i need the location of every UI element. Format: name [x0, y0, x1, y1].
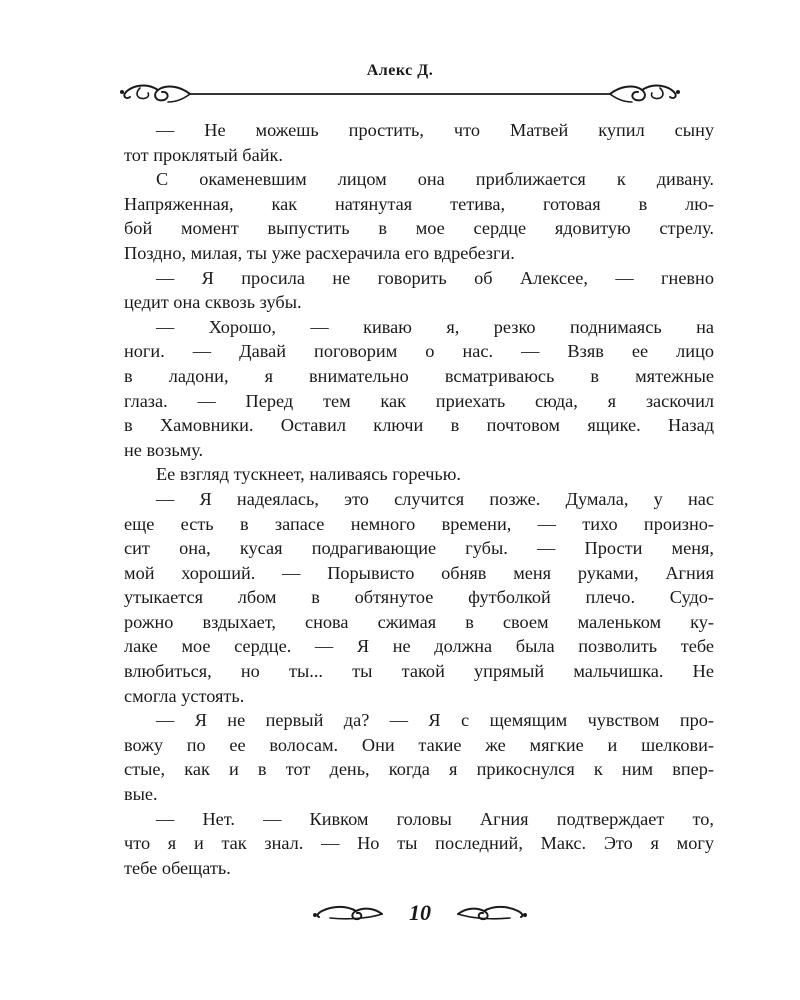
text-line: не возьму.	[124, 439, 204, 460]
text-line: вые.	[124, 784, 158, 805]
text-line: смогла устоять.	[124, 685, 245, 706]
text-line: мой хороший. — Порывисто обняв меня руками, Агния	[124, 562, 714, 583]
text-line: — Я не первый да? — Я с щемящим чувством про-	[156, 710, 714, 731]
text-line: еще есть в запасе немного времени, — тихо произно-	[124, 513, 714, 534]
text-line: — Хорошо, — киваю я, резко поднимаясь на	[156, 316, 714, 337]
header-ornament-icon	[120, 78, 680, 108]
text-line: глаза. — Перед тем как приехать сюда, я заскочил	[124, 390, 714, 411]
text-line: стые, как и в тот день, когда я прикоснулся к ним впер-	[124, 759, 714, 780]
text-line: лаке мое сердце. — Я не должна была позволить тебе	[124, 636, 714, 657]
text-line: Ее взгляд тускнеет, наливаясь горечью.	[156, 464, 461, 485]
text-line: Поздно, милая, ты уже расхерачила его вдребезги.	[124, 242, 515, 263]
text-line: в ладони, я внимательно всматриваюсь в мятежные	[124, 365, 714, 386]
text-line: вожу по ее волосам. Они такие же мягкие и шелкови-	[124, 734, 714, 755]
text-line: — Не можешь простить, что Матвей купил сыну	[156, 120, 714, 140]
folio	[310, 898, 530, 928]
text-line: тебе обещать.	[124, 857, 231, 878]
body-text	[124, 118, 714, 880]
text-line: что я и так знал. — Но ты последний, Макс. Это я могу	[124, 833, 714, 854]
text-line: — Я просила не говорить об Алексее, — гневно	[156, 267, 714, 288]
text-line: Напряженная, как натянутая тетива, готовая в лю-	[124, 193, 714, 214]
text-line: утыкается лбом в обтянутое футболкой плечо. Судо-	[124, 587, 714, 608]
page-number: 10	[409, 900, 431, 925]
text-line: — Нет. — Кивком головы Агния подтверждает то,	[156, 808, 714, 829]
text-line: рожно вздыхает, снова сжимая в своем маленьком ку-	[124, 611, 714, 632]
text-line: бой момент выпустить в мое сердце ядовитую стрелу.	[124, 218, 714, 239]
text-line: в Хамовники. Оставил ключи в почтовом ящике. Назад	[124, 415, 714, 436]
text-line: сит она, кусая подрагивающие губы. — Прости меня,	[124, 538, 714, 559]
text-line: ноги. — Давай поговорим о нас. — Взяв ее лицо	[124, 341, 714, 362]
text-line: цедит она сквозь зубы.	[124, 292, 302, 313]
text-line: — Я надеялась, это случится позже. Думала, у нас	[156, 488, 714, 509]
text-line: С окаменевшим лицом она приближается к дивану.	[156, 169, 714, 190]
running-head-title: Алекс Д.	[366, 62, 434, 79]
text-line: влюбиться, но ты... ты такой упрямый мальчишка. Не	[124, 661, 714, 682]
text-line: тот проклятый байк.	[124, 144, 283, 165]
